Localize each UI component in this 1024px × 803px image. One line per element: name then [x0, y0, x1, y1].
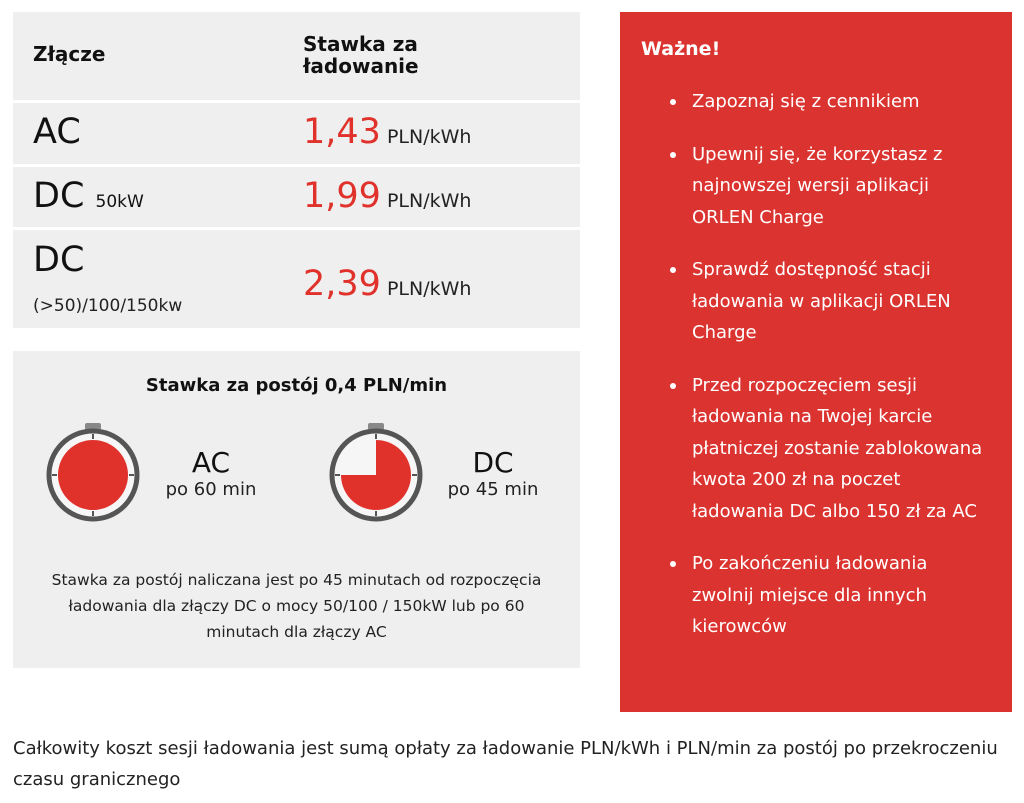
- timer-connector: DC: [472, 446, 514, 479]
- important-panel: [620, 12, 1012, 712]
- timer-label-dc: [413, 447, 573, 501]
- idle-fee-title: Stawka za postój 0,4 PLN/min: [145, 375, 448, 396]
- important-title: Ważne!: [641, 38, 721, 60]
- timer-connector: AC: [191, 446, 231, 479]
- table-row: [13, 103, 580, 164]
- timer-label-ac: [131, 447, 291, 501]
- connector-name: DC 50kW: [33, 176, 144, 216]
- timer-duration: po 60 min: [165, 479, 257, 500]
- connector-name: AC: [33, 112, 81, 152]
- connector-suffix: (>50)/100/150kw: [33, 296, 183, 316]
- price-value: 2,39 PLN/kWh: [303, 264, 472, 304]
- idle-fee-panel: [13, 351, 580, 668]
- price-value: 1,99 PLN/kWh: [303, 176, 472, 216]
- list-item: Przed rozpoczęciem sesji ładowania na Twojej karcie płatniczej zostanie zablokowana kwota 200 zł na poczet ładowania DC albo 150 zł za AC: [692, 370, 992, 528]
- connector-suffix: 50kW: [95, 192, 144, 212]
- list-item: Upewnij się, że korzystasz z najnowszej wersji aplikacji ORLEN Charge: [692, 139, 992, 234]
- stopwatch-icon-ac: [44, 421, 142, 523]
- timer-duration: po 45 min: [447, 479, 539, 500]
- price-unit: PLN/kWh: [386, 190, 472, 212]
- header-connector: Złącze: [33, 42, 106, 66]
- price-unit: PLN/kWh: [386, 126, 472, 148]
- price-value: 1,43 PLN/kWh: [303, 112, 472, 152]
- stopwatch-icon-dc: [327, 421, 425, 523]
- footer-note: Całkowity koszt sesji ładowania jest sumą opłaty za ładowanie PLN/kWh i PLN/min za postój po przekroczeniu czasu granicznego: [13, 738, 998, 790]
- header-rate: Stawka za ładowanie: [303, 32, 419, 78]
- important-list: [641, 86, 992, 664]
- table-row: [13, 167, 580, 227]
- stopwatch-fill: [58, 440, 128, 510]
- list-item: Sprawdź dostępność stacji ładowania w aplikacji ORLEN Charge: [692, 254, 992, 349]
- price-table: [13, 12, 580, 331]
- table-header: [13, 12, 580, 100]
- list-item: Po zakończeniu ładowania zwolnij miejsce dla innych kierowców: [692, 548, 992, 643]
- connector-name: DC: [33, 240, 85, 280]
- list-item: Zapoznaj się z cennikiem: [692, 86, 992, 118]
- price-unit: PLN/kWh: [386, 278, 472, 300]
- idle-fee-note: Stawka za postój naliczana jest po 45 minutach od rozpoczęcia ładowania dla złączy DC o mocy 50/100 / 150kW lub po 60 minutach dla złączy AC: [51, 571, 542, 641]
- table-row: [13, 230, 580, 328]
